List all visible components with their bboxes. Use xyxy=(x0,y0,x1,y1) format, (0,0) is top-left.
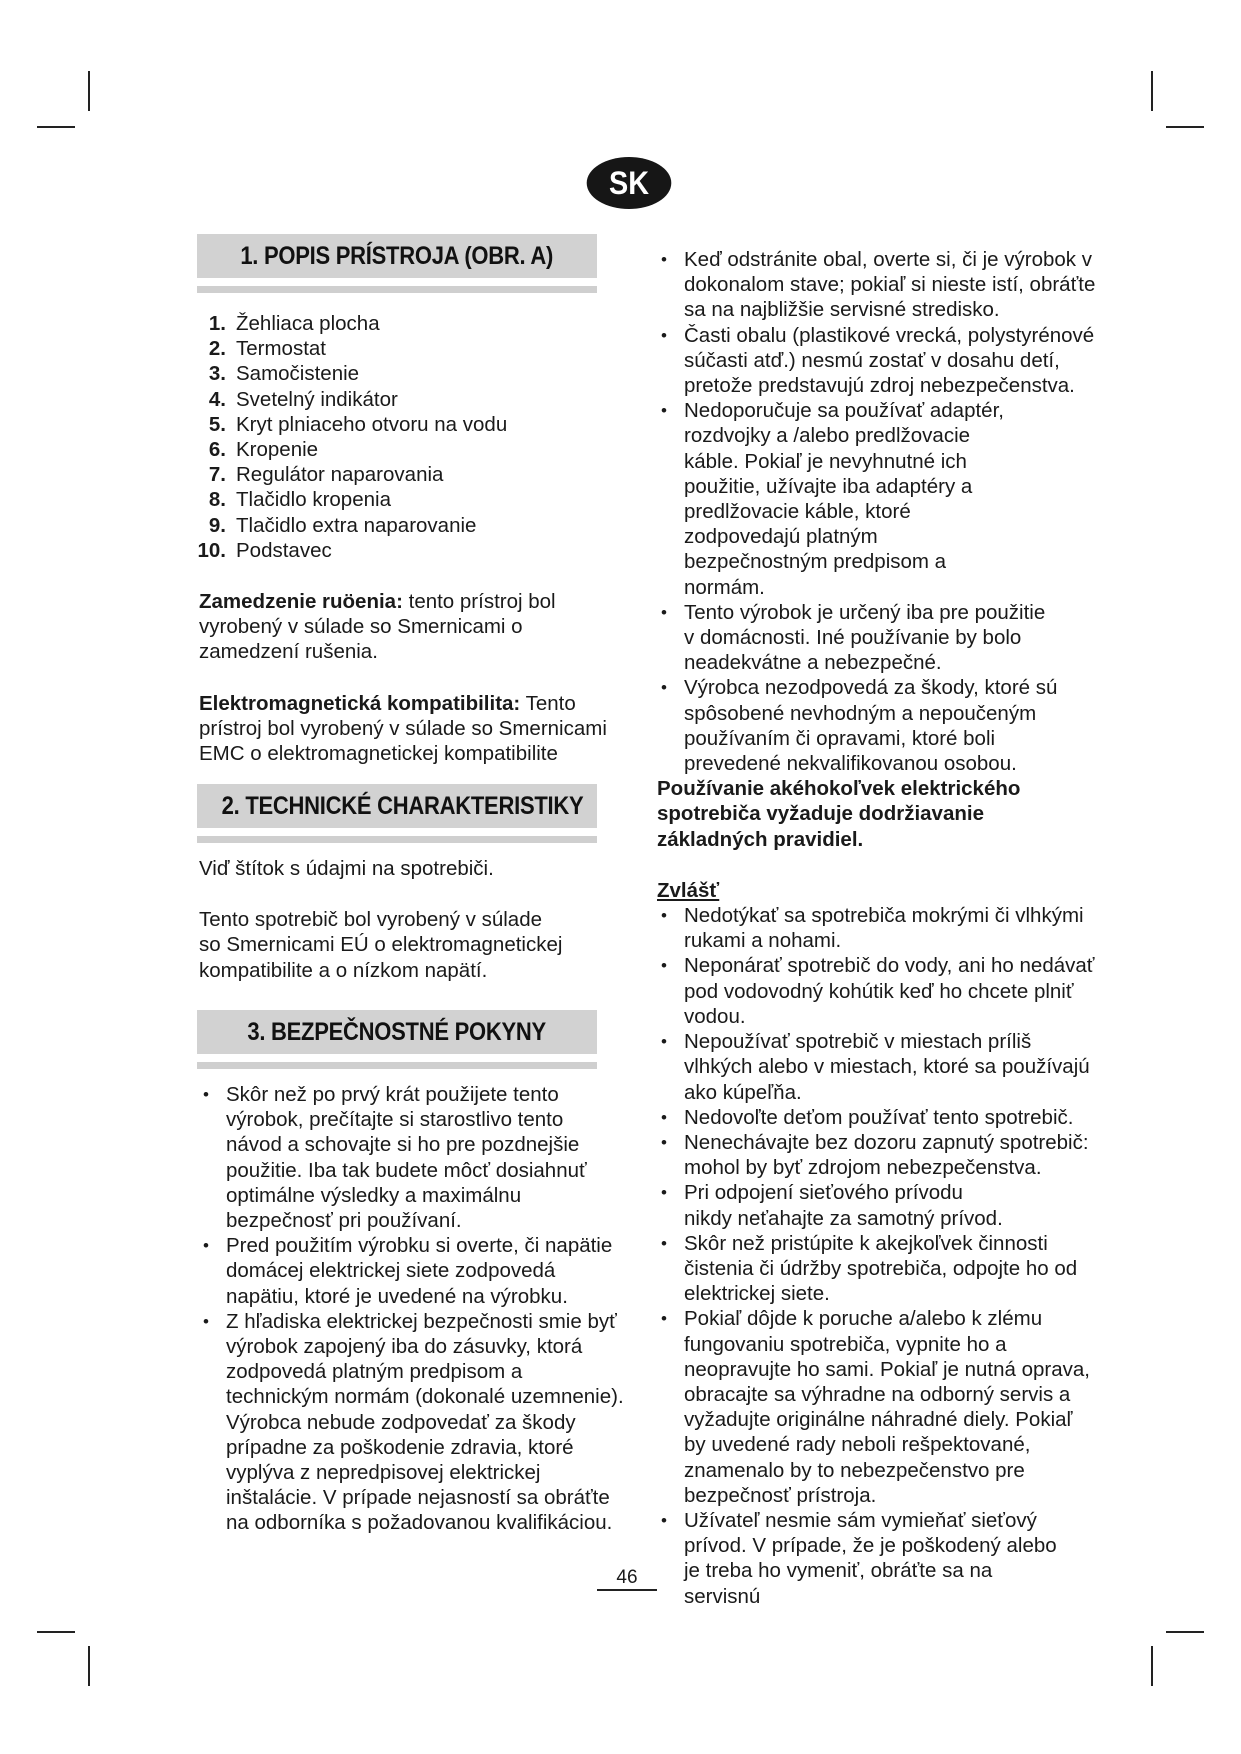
list-item: 8. Tlačidlo kropenia xyxy=(208,488,391,512)
list-item: 10. Podstavec xyxy=(197,538,332,562)
list-item: 7. Regulátor naparovania xyxy=(208,463,444,487)
spacer xyxy=(199,665,619,691)
basic-rules-paragraph: Používanie akéhokoľvek elektrického spotrebiča vyžaduje dodržiavanie základných pravidiel. xyxy=(657,777,1021,851)
list-item: • Nenechávajte bez dozoru zapnutý spotrebič: mohol by byť zdrojom nebezpečenstva. xyxy=(657,1130,1097,1180)
directives-paragraph: Tento spotrebič bol vyrobený v súlade so Smernicami EÚ o elektromagnetickej kompatibilite a o nízkom napätí. xyxy=(199,908,563,982)
list-item: 5. Kryt plniaceho otvoru na vodu xyxy=(208,412,508,436)
list-item: • Výrobca nezodpovedá za škody, ktoré sú spôsobené nevhodným a nepoučeným používaním či opravami, ktoré boli prevedené nekvalifikovanou osobou. xyxy=(657,675,1097,776)
left-column-top xyxy=(199,311,619,766)
list-item: • Skôr než po prvý krát použijete tento výrobok, prečítajte si starostlivo tento návod a schovajte si ho pre pozdnejšie použitie. Iba tak budete môcť dosiahnuť optimálne výsledky a maximálnu bezpečnosť pri používaní. xyxy=(199,1082,629,1233)
list-item: • Skôr než pristúpite k akejkoľvek činnosti čistenia či údržby spotrebiča, odpojte ho od elektrickej siete. xyxy=(657,1231,1097,1307)
heading-rule xyxy=(197,1062,597,1069)
list-item: • Nedovoľte deťom používať tento spotrebič. xyxy=(657,1105,1097,1130)
list-item: • Nedotýkať sa spotrebiča mokrými či vlhkými rukami a nohami. xyxy=(657,903,1097,953)
left-column-middle xyxy=(199,856,609,983)
section-2-heading: 2. TECHNICKÉ CHARAKTERISTIKY xyxy=(197,784,597,828)
emc-interference-paragraph: Zamedzenie ruöenia: tento prístroj bol vyrobený v súlade so Smernicami o zamedzení rušenia. xyxy=(199,590,556,664)
safety-list-left xyxy=(199,1082,629,1536)
list-item: • Časti obalu (plastikové vrecká, polystyrénové súčasti atď.) nesmú zostať v dosahu detí, pretože predstavujú zdroj nebezpečenstva. xyxy=(657,323,1097,399)
crop-mark xyxy=(37,126,75,128)
language-badge: SK xyxy=(587,157,672,209)
crop-mark xyxy=(1166,126,1204,128)
list-item: 2. Termostat xyxy=(208,337,326,361)
list-item: 3. Samočistenie xyxy=(208,362,360,386)
crop-mark xyxy=(1151,71,1153,111)
list-item: • Z hľadiska elektrickej bezpečnosti smie byť výrobok zapojený iba do zásuvky, ktorá zodpovedá platným predpisom a technickým normám (dokonalé uzemnenie). Výrobca nebude zodpovedať za škody prípadne za poškodenie zdravia, ktoré vyplýva z nepredpisovej elektrickej inštalácie. V prípade nejasností sa obráťte na odborníka s požadovanou kvalifikáciou. xyxy=(199,1309,629,1536)
list-item: • Nedoporučuje sa používať adaptér, rozdvojky a /alebo predlžovacie káble. Pokiaľ je nevyhnutné ich použitie, užívajte iba adaptéry a predlžovacie káble, ktoré zodpovedajú platným bezpečnostným predpisom a normám. xyxy=(657,398,1097,600)
left-column-bottom xyxy=(199,1082,629,1536)
parts-list xyxy=(189,311,619,563)
list-item: • Užívateľ nesmie sám vymieňať sieťový prívod. V prípade, že je poškodený alebo je treba ho vymeniť, obráťte sa na servisnú xyxy=(657,1508,1097,1609)
heading-rule xyxy=(197,836,597,843)
crop-mark xyxy=(37,1631,75,1633)
list-item: • Nepoužívať spotrebič v miestach príliš vlhkých alebo v miestach, ktoré sa používajú ako kúpeľňa. xyxy=(657,1029,1097,1105)
heading-rule xyxy=(197,286,597,293)
crop-mark xyxy=(88,71,90,111)
safety-list-right-top xyxy=(657,247,1097,776)
list-item: 6. Kropenie xyxy=(208,438,319,462)
list-item: 4. Svetelný indikátor xyxy=(208,387,398,411)
crop-mark xyxy=(1151,1646,1153,1686)
spacer xyxy=(199,563,619,589)
list-item: • Pokiaľ dôjde k poruche a/alebo k zlému fungovaniu spotrebiča, vypnite ho a neopravujte ho sami. Pokiaľ je nutná oprava, obracajte sa výhradne na odborný servis a vyžadujte originálne náhradné diely. Pokiaľ by uvedené rady neboli rešpektované, znamenalo by to nebezpečenstvo pre bezpečnosť prístroja. xyxy=(657,1306,1097,1508)
crop-mark xyxy=(1166,1631,1204,1633)
right-column xyxy=(657,247,1097,1609)
spacer xyxy=(657,852,1097,878)
subheading-zvlast: Zvlášť xyxy=(657,878,720,902)
section-3-heading: 3. BEZPEČNOSTNÉ POKYNY xyxy=(197,1010,597,1054)
safety-list-right-bottom xyxy=(657,903,1097,1609)
list-item: • Pred použitím výrobku si overte, či napätie domácej elektrickej siete zodpovedá napätiu, ktoré je uvedené na výrobku. xyxy=(199,1233,629,1309)
emc-compatibility-paragraph: Elektromagnetická kompatibilita: Tento prístroj bol vyrobený v súlade so Smernicami EMC o elektromagnetickej kompatibilite xyxy=(199,691,607,766)
list-item: • Tento výrobok je určený iba pre použitie v domácnosti. Iné používanie by bolo neadekvátne a nebezpečné. xyxy=(657,600,1097,676)
list-item: 9. Tlačidlo extra naparovanie xyxy=(208,513,477,537)
list-item: • Keď odstránite obal, overte si, či je výrobok v dokonalom stave; pokiaľ si nieste istí, obráťte sa na najbližšie servisné stredisko. xyxy=(657,247,1097,323)
list-item: • Pri odpojení sieťového prívodu nikdy neťahajte za samotný prívod. xyxy=(657,1180,1097,1230)
page-number: 46 xyxy=(597,1567,657,1591)
spacer xyxy=(199,881,609,907)
rating-label-paragraph: Viď štítok s údajmi na spotrebiči. xyxy=(199,857,494,880)
list-item: • Neponárať spotrebič do vody, ani ho nedávať pod vodovodný kohútik keď ho chcete plniť vodou. xyxy=(657,953,1097,1029)
crop-mark xyxy=(88,1646,90,1686)
list-item: 1. Žehliaca plocha xyxy=(208,312,380,335)
section-1-heading: 1. POPIS PRÍSTROJA (OBR. A) xyxy=(197,234,597,278)
